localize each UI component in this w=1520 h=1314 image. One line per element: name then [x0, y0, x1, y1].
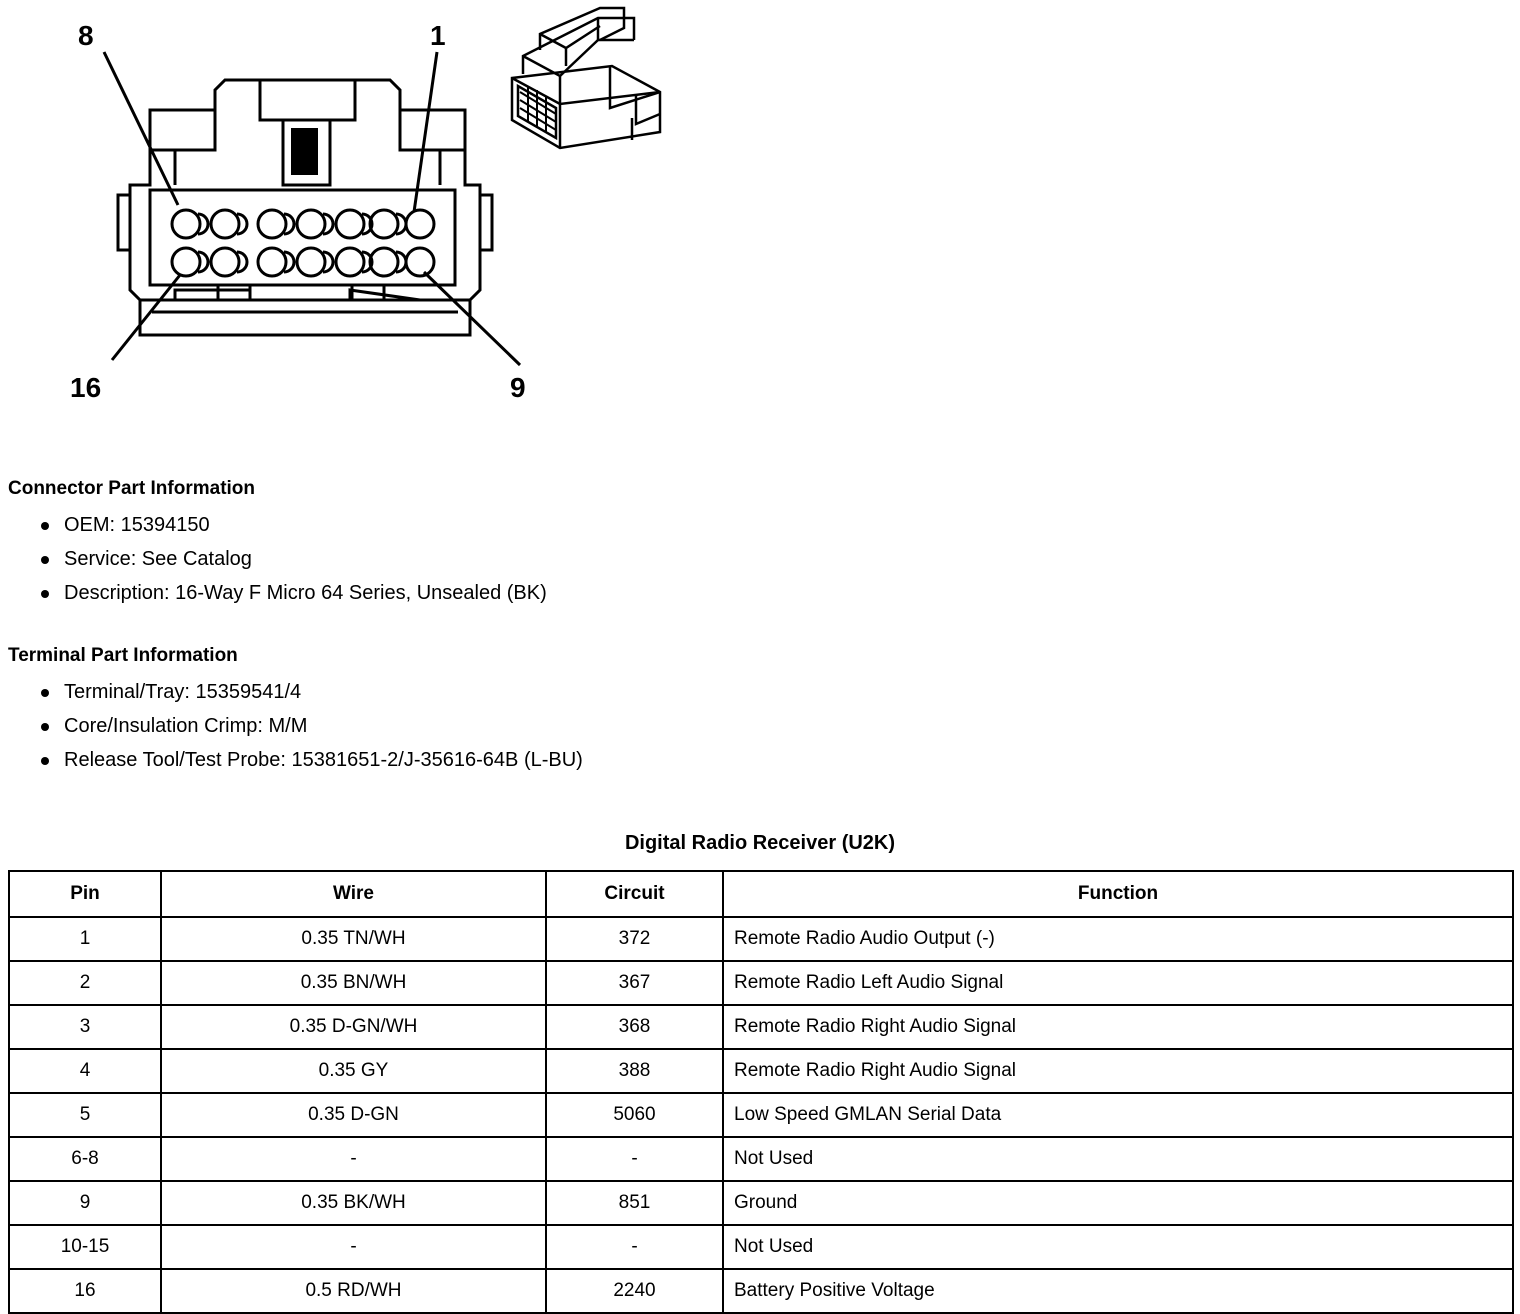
- table-row: [9, 1181, 1513, 1225]
- table-row: [9, 917, 1513, 961]
- pinout-table: [8, 870, 1514, 1314]
- terminal-part-information-section: [8, 645, 583, 777]
- callout-pin-9: 9: [510, 372, 526, 403]
- callout-pin-8: 8: [78, 20, 94, 51]
- cell-pin: 1: [9, 917, 161, 961]
- cell-pin: 6-8: [9, 1137, 161, 1181]
- list-item: OEM: 15394150: [8, 508, 547, 542]
- cell-function: Remote Radio Right Audio Signal: [723, 1049, 1513, 1093]
- cell-function: Remote Radio Audio Output (-): [723, 917, 1513, 961]
- cell-wire: 0.35 GY: [161, 1049, 546, 1093]
- table-row: [9, 961, 1513, 1005]
- list-item: Service: See Catalog: [8, 542, 547, 576]
- column-header-wire: Wire: [161, 871, 546, 917]
- terminal-part-information-title: Terminal Part Information: [8, 645, 238, 666]
- cell-function: Remote Radio Right Audio Signal: [723, 1005, 1513, 1049]
- cell-wire: -: [161, 1137, 546, 1181]
- pinout-table-caption: Digital Radio Receiver (U2K): [624, 832, 896, 854]
- table-row: [9, 1269, 1513, 1313]
- list-item: Core/Insulation Crimp: M/M: [8, 709, 583, 743]
- cell-pin: 2: [9, 961, 161, 1005]
- cell-pin: 10-15: [9, 1225, 161, 1269]
- table-row: [9, 1225, 1513, 1269]
- cell-wire: -: [161, 1225, 546, 1269]
- column-header-pin: Pin: [9, 871, 161, 917]
- cell-circuit: 2240: [546, 1269, 723, 1313]
- table-row: [9, 1137, 1513, 1181]
- list-item: Release Tool/Test Probe: 15381651-2/J-35616-64B (L-BU): [8, 743, 583, 777]
- cell-pin: 3: [9, 1005, 161, 1049]
- cell-circuit: 388: [546, 1049, 723, 1093]
- table-row: [9, 1005, 1513, 1049]
- cell-wire: 0.35 TN/WH: [161, 917, 546, 961]
- cell-circuit: -: [546, 1225, 723, 1269]
- cell-pin: 9: [9, 1181, 161, 1225]
- cell-function: Not Used: [723, 1225, 1513, 1269]
- column-header-circuit: Circuit: [546, 871, 723, 917]
- table-header-row: [9, 871, 1513, 917]
- cell-circuit: 851: [546, 1181, 723, 1225]
- cell-circuit: 5060: [546, 1093, 723, 1137]
- connector-diagram: [0, 0, 760, 440]
- table-row: [9, 1093, 1513, 1137]
- callout-pin-1: 1: [430, 20, 446, 51]
- table-row: [9, 1049, 1513, 1093]
- cell-circuit: -: [546, 1137, 723, 1181]
- cell-circuit: 368: [546, 1005, 723, 1049]
- cell-function: Remote Radio Left Audio Signal: [723, 961, 1513, 1005]
- cell-function: Not Used: [723, 1137, 1513, 1181]
- cell-wire: 0.5 RD/WH: [161, 1269, 546, 1313]
- column-header-function: Function: [723, 871, 1513, 917]
- cell-function: Ground: [723, 1181, 1513, 1225]
- terminal-part-information-list: [8, 675, 583, 777]
- callout-pin-16: 16: [70, 372, 102, 403]
- cell-circuit: 367: [546, 961, 723, 1005]
- cell-circuit: 372: [546, 917, 723, 961]
- connector-part-information-section: [8, 478, 547, 610]
- cell-pin: 16: [9, 1269, 161, 1313]
- cell-function: Battery Positive Voltage: [723, 1269, 1513, 1313]
- connector-part-information-list: [8, 508, 547, 610]
- cell-wire: 0.35 D-GN/WH: [161, 1005, 546, 1049]
- connector-part-information-title: Connector Part Information: [8, 478, 256, 499]
- cell-wire: 0.35 BK/WH: [161, 1181, 546, 1225]
- cell-pin: 5: [9, 1093, 161, 1137]
- cell-wire: 0.35 BN/WH: [161, 961, 546, 1005]
- list-item: Terminal/Tray: 15359541/4: [8, 675, 583, 709]
- cell-wire: 0.35 D-GN: [161, 1093, 546, 1137]
- cell-pin: 4: [9, 1049, 161, 1093]
- connector-diagram-svg: [0, 0, 760, 440]
- list-item: Description: 16-Way F Micro 64 Series, Unsealed (BK): [8, 576, 547, 610]
- cell-function: Low Speed GMLAN Serial Data: [723, 1093, 1513, 1137]
